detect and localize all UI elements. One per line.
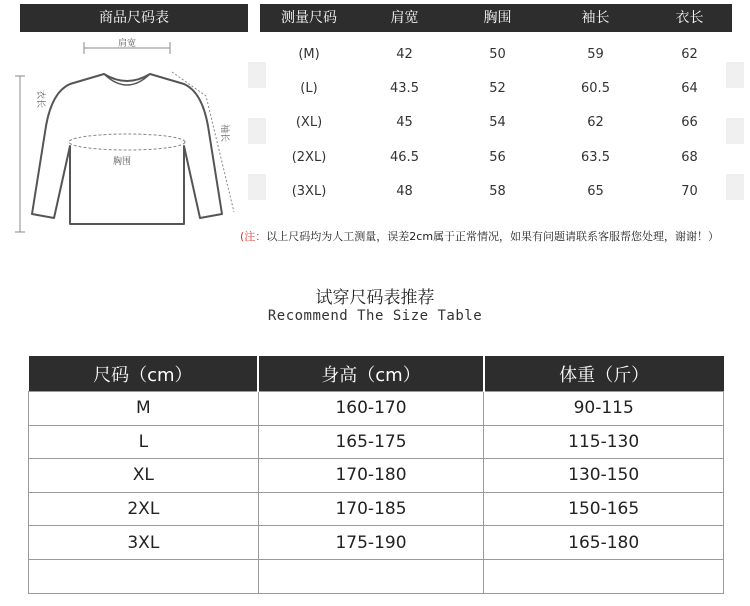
weight-cell: 165-180 <box>484 526 724 560</box>
table-row <box>29 526 724 560</box>
size-cell <box>29 559 259 593</box>
shoulder-cell: 43.5 <box>390 81 419 97</box>
chest-cell: 52 <box>489 81 506 97</box>
length-cell: 62 <box>681 47 698 62</box>
weight-cell: 90-115 <box>484 392 724 426</box>
size-cell: XL <box>29 459 259 493</box>
decorative-tab <box>726 62 744 88</box>
measurement-table-header <box>260 4 732 32</box>
shoulder-cell: 42 <box>396 47 413 62</box>
header-sleeve: 袖长 <box>581 10 610 26</box>
table-row <box>260 106 732 140</box>
length-cell: 66 <box>681 115 698 131</box>
weight-cell: 115-130 <box>484 425 724 459</box>
chest-cell: 54 <box>489 115 506 131</box>
size-cell: (L) <box>300 81 318 97</box>
size-cell: (2XL) <box>291 149 327 165</box>
weight-cell: 150-165 <box>484 492 724 526</box>
header-chest: 胸围 <box>483 10 512 26</box>
product-size-chart-header: 商品尺码表 <box>20 4 248 32</box>
height-cell: 170-180 <box>258 459 484 493</box>
length-cell: 68 <box>681 149 698 165</box>
size-cell: 2XL <box>29 492 259 526</box>
table-header-row <box>29 356 724 392</box>
table-row <box>29 392 724 426</box>
length-label: 衣长 <box>35 90 45 109</box>
note-body: 以上尺码均为人工测量，误差2cm属于正常情况，如果有问题请联系客服帮您处理，谢谢！） <box>266 230 720 243</box>
table-row <box>260 72 732 106</box>
height-cell <box>258 559 484 593</box>
measurement-note <box>240 228 719 244</box>
chest-cell: 58 <box>489 183 506 199</box>
chest-label: 胸围 <box>112 157 132 167</box>
sleeve-cell: 59 <box>587 47 604 62</box>
shoulder-label: 肩宽 <box>117 39 137 49</box>
length-cell: 70 <box>681 183 698 199</box>
header-shoulder: 肩宽 <box>390 10 419 26</box>
header-size: 测量尺码 <box>281 10 337 26</box>
height-cell: 170-185 <box>258 492 484 526</box>
header-size-cm: 尺码（cm） <box>29 356 259 392</box>
size-cell: 3XL <box>29 526 259 560</box>
header-height: 身高（cm） <box>258 356 484 392</box>
header-weight: 体重（斤） <box>484 356 724 392</box>
table-row <box>29 459 724 493</box>
sleeve-cell: 63.5 <box>581 149 610 165</box>
recommend-size-table <box>28 356 724 594</box>
sleeve-label: 袖长 <box>219 124 229 143</box>
weight-cell <box>484 559 724 593</box>
shoulder-cell: 48 <box>396 183 413 199</box>
shoulder-cell: 46.5 <box>390 149 419 165</box>
table-row <box>260 141 732 175</box>
shoulder-cell: 45 <box>396 115 413 131</box>
shoulder-width-indicator <box>84 37 170 54</box>
header-length: 衣长 <box>675 10 704 26</box>
note-prefix: (注： <box>240 230 267 243</box>
size-cell: L <box>29 425 259 459</box>
sleeve-cell: 62 <box>587 115 604 131</box>
chest-cell: 50 <box>489 47 506 62</box>
shirt-outline <box>32 74 222 224</box>
chest-cell: 56 <box>489 149 506 165</box>
table-row <box>260 175 732 209</box>
recommend-subtitle: Recommend The Size Table <box>267 308 483 324</box>
table-row <box>260 38 732 72</box>
size-cell: M <box>29 392 259 426</box>
measurement-table-body <box>260 38 732 209</box>
height-cell: 175-190 <box>258 526 484 560</box>
table-row <box>29 425 724 459</box>
size-cell: (M) <box>298 47 320 62</box>
sleeve-cell: 60.5 <box>581 81 610 97</box>
size-cell: (XL) <box>295 115 323 131</box>
recommend-title: 试穿尺码表推荐 <box>315 288 435 308</box>
table-row <box>29 492 724 526</box>
size-cell: (3XL) <box>291 183 327 199</box>
height-cell: 160-170 <box>258 392 484 426</box>
height-cell: 165-175 <box>258 425 484 459</box>
sleeve-cell: 65 <box>587 183 604 199</box>
shirt-measurement-diagram <box>12 36 252 238</box>
decorative-tab <box>726 174 744 200</box>
weight-cell: 130-150 <box>484 459 724 493</box>
length-cell: 64 <box>681 81 698 97</box>
decorative-tab <box>726 118 744 144</box>
table-row <box>29 559 724 593</box>
